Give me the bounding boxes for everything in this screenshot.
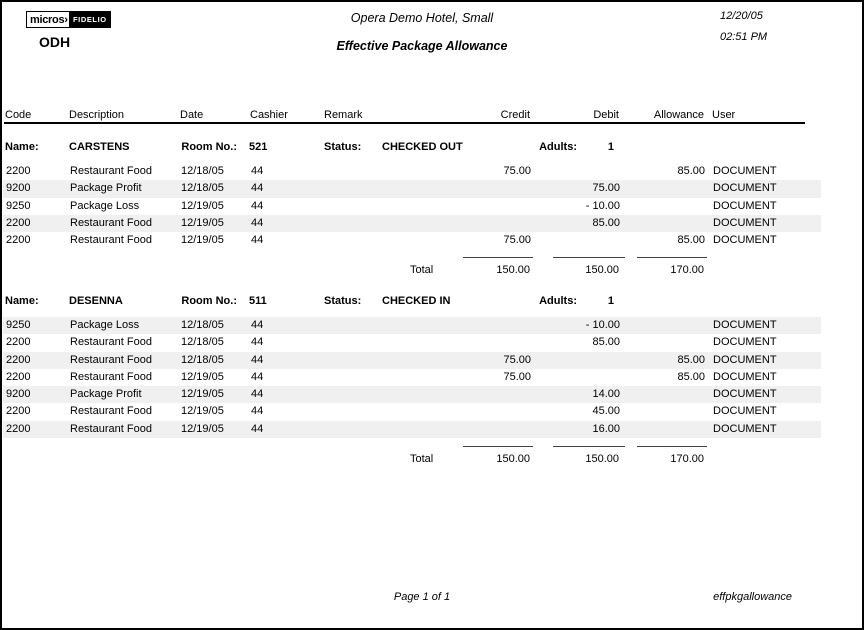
table-row <box>3 198 821 215</box>
total-allowance-line <box>637 446 707 447</box>
row-description: Restaurant Food <box>70 234 152 247</box>
row-user: DOCUMENT <box>713 182 777 195</box>
row-credit: 75.00 <box>503 370 531 383</box>
report-time: 02:51 PM <box>720 31 768 43</box>
row-date: 12/18/05 <box>181 165 224 177</box>
row-cashier: 44 <box>251 353 264 366</box>
row-date: 12/19/05 <box>181 370 224 383</box>
total-debit-line <box>553 446 625 447</box>
row-debit: - 10.00 <box>585 319 620 331</box>
column-header-credit: Credit <box>500 109 530 121</box>
row-user: DOCUMENT <box>713 422 777 435</box>
row-description: Restaurant Food <box>70 336 152 349</box>
row-debit: 45.00 <box>592 405 620 418</box>
row-code: 2200 <box>6 405 31 418</box>
row-cashier: 44 <box>251 370 264 383</box>
row-user: DOCUMENT <box>713 234 777 247</box>
row-code: 2200 <box>6 422 31 435</box>
row-date: 12/18/05 <box>181 319 224 331</box>
group-total-row <box>2 446 862 468</box>
row-code: 2200 <box>6 336 31 349</box>
column-header-user: User <box>712 109 736 121</box>
column-header-remark: Remark <box>324 109 363 121</box>
room-no-value: 511 <box>249 295 267 307</box>
row-user: DOCUMENT <box>713 353 777 366</box>
table-row <box>3 334 821 351</box>
row-description: Restaurant Food <box>70 422 152 435</box>
row-credit: 75.00 <box>503 165 531 177</box>
room-no-label: Room No.: <box>181 295 237 307</box>
total-debit-value: 150.00 <box>585 264 619 276</box>
column-header-allowance: Allowance <box>653 109 704 121</box>
row-cashier: 44 <box>251 216 264 229</box>
total-allowance-line <box>637 257 707 258</box>
row-description: Restaurant Food <box>70 165 152 177</box>
room-no-label: Room No.: <box>181 141 237 153</box>
row-cashier: 44 <box>251 234 264 247</box>
row-description: Restaurant Food <box>70 405 152 418</box>
row-date: 12/18/05 <box>181 336 224 349</box>
row-cashier: 44 <box>251 336 264 349</box>
row-user: DOCUMENT <box>713 388 777 401</box>
adults-value: 1 <box>607 141 614 153</box>
total-credit-value: 150.00 <box>496 264 530 276</box>
table-row <box>3 163 821 180</box>
row-allowance: 85.00 <box>677 165 705 177</box>
row-user: DOCUMENT <box>713 370 777 383</box>
row-allowance: 85.00 <box>677 370 705 383</box>
total-credit-line <box>463 257 533 258</box>
row-allowance: 85.00 <box>677 353 705 366</box>
hotel-name: Opera Demo Hotel, Small <box>350 11 494 25</box>
row-debit: 14.00 <box>592 388 620 401</box>
row-credit: 75.00 <box>503 353 531 366</box>
row-date: 12/19/05 <box>181 234 224 247</box>
row-code: 2200 <box>6 165 31 177</box>
transactions-group-2 <box>2 317 862 438</box>
header-divider <box>4 122 805 124</box>
row-date: 12/19/05 <box>181 422 224 435</box>
total-credit-value: 150.00 <box>496 453 530 465</box>
row-user: DOCUMENT <box>713 405 777 418</box>
row-code: 9200 <box>6 182 31 195</box>
total-credit-line <box>463 446 533 447</box>
table-row <box>3 403 821 420</box>
adults-label: Adults: <box>539 141 577 153</box>
row-description: Package Loss <box>70 199 140 212</box>
row-cashier: 44 <box>251 165 264 177</box>
row-cashier: 44 <box>251 422 264 435</box>
row-code: 9250 <box>6 199 31 212</box>
row-allowance: 85.00 <box>677 234 705 247</box>
column-header-cashier: Cashier <box>250 109 288 121</box>
total-label: Total <box>410 264 434 276</box>
row-debit: 16.00 <box>592 422 620 435</box>
row-date: 12/18/05 <box>181 182 224 195</box>
logo-micros-text: micros <box>26 11 64 28</box>
guest-group-header <box>2 141 862 155</box>
guest-name: DESENNA <box>69 295 123 307</box>
column-header-date: Date <box>180 109 204 121</box>
table-column-headers <box>2 109 862 122</box>
report-date: 12/20/05 <box>720 10 763 22</box>
table-row <box>3 317 821 334</box>
row-description: Package Profit <box>70 182 142 195</box>
row-description: Restaurant Food <box>70 370 152 383</box>
total-debit-value: 150.00 <box>585 453 619 465</box>
row-cashier: 44 <box>251 199 264 212</box>
row-code: 2200 <box>6 353 31 366</box>
row-date: 12/19/05 <box>181 199 224 212</box>
row-user: DOCUMENT <box>713 199 777 212</box>
group-total-row <box>2 257 862 279</box>
name-label: Name: <box>5 141 39 153</box>
row-code: 2200 <box>6 234 31 247</box>
row-credit: 75.00 <box>503 234 531 247</box>
row-code: 2200 <box>6 216 31 229</box>
table-row <box>3 232 821 249</box>
row-description: Restaurant Food <box>70 216 152 229</box>
page-number: Page 1 of 1 <box>393 591 451 603</box>
property-code: ODH <box>39 34 71 50</box>
total-allowance-value: 170.00 <box>670 453 704 465</box>
table-row <box>3 386 821 403</box>
row-description: Package Loss <box>70 319 140 331</box>
row-code: 9250 <box>6 319 31 331</box>
total-label: Total <box>410 453 434 465</box>
row-date: 12/19/05 <box>181 216 224 229</box>
row-code: 9200 <box>6 388 31 401</box>
transactions-group-1 <box>2 163 862 249</box>
row-date: 12/19/05 <box>181 388 224 401</box>
row-cashier: 44 <box>251 388 264 401</box>
row-debit: 85.00 <box>592 216 620 229</box>
report-file-name: effpkgallowance <box>713 591 792 603</box>
row-debit: 75.00 <box>592 182 620 195</box>
room-no-value: 521 <box>249 141 268 153</box>
total-debit-line <box>553 257 625 258</box>
name-label: Name: <box>5 295 39 307</box>
row-cashier: 44 <box>251 319 264 331</box>
logo-arrow-icon: › <box>64 11 69 28</box>
status-label: Status: <box>324 295 362 307</box>
column-header-code: Code <box>5 109 32 121</box>
row-date: 12/19/05 <box>181 405 224 418</box>
row-user: DOCUMENT <box>713 336 777 349</box>
status-value: CHECKED OUT <box>382 141 463 153</box>
row-cashier: 44 <box>251 182 264 195</box>
table-row <box>3 352 821 369</box>
row-debit: 85.00 <box>592 336 620 349</box>
adults-label: Adults: <box>539 295 577 307</box>
status-label: Status: <box>324 141 362 153</box>
table-row <box>3 421 821 438</box>
report-title: Effective Package Allowance <box>336 39 508 53</box>
row-user: DOCUMENT <box>713 216 777 229</box>
row-user: DOCUMENT <box>713 165 777 177</box>
row-description: Restaurant Food <box>70 353 152 366</box>
guest-name: CARSTENS <box>69 141 130 153</box>
column-header-debit: Debit <box>593 109 619 121</box>
logo-fidelio-text: FIDELIO <box>69 11 111 28</box>
row-cashier: 44 <box>251 405 264 418</box>
row-code: 2200 <box>6 370 31 383</box>
row-user: DOCUMENT <box>713 319 777 331</box>
adults-value: 1 <box>607 295 614 307</box>
guest-group-header <box>2 295 862 309</box>
row-date: 12/18/05 <box>181 353 224 366</box>
total-allowance-value: 170.00 <box>670 264 704 276</box>
column-header-description: Description <box>69 109 125 121</box>
table-row <box>3 369 821 386</box>
table-row <box>3 215 821 232</box>
table-row <box>3 180 821 197</box>
status-value: CHECKED IN <box>382 295 451 307</box>
row-description: Package Profit <box>70 388 142 401</box>
row-debit: - 10.00 <box>585 199 620 212</box>
